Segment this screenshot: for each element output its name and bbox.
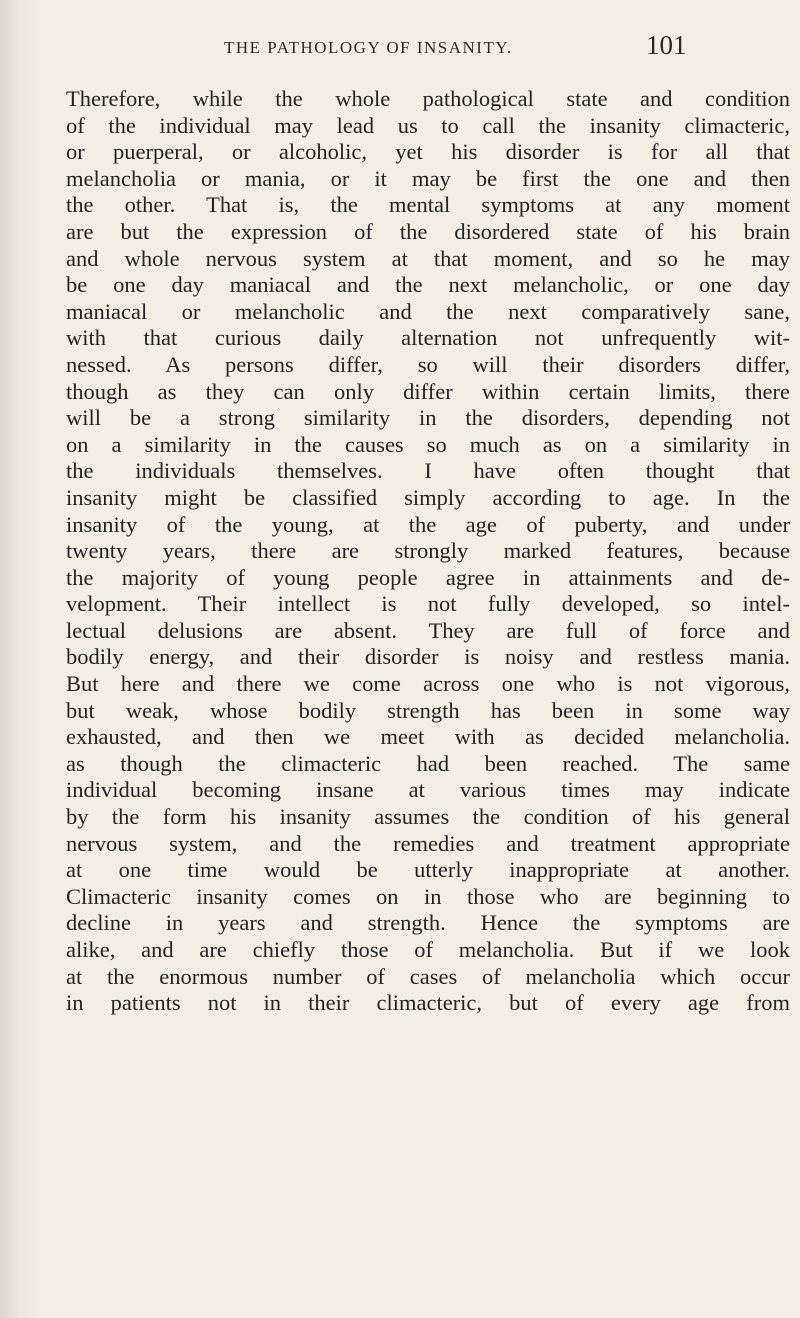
text-line: but weak, whose bodily strength has been in some way bbox=[66, 697, 790, 723]
text-line: bodily energy, and their disorder is noisy and restless mania. bbox=[66, 644, 790, 670]
page-header bbox=[0, 30, 800, 70]
text-line: with that curious daily alternation not unfrequently wit- bbox=[66, 325, 790, 351]
text-line: decline in years and strength. Hence the symptoms are bbox=[66, 910, 790, 936]
text-line: as though the climacteric had been reached. The same bbox=[66, 750, 790, 776]
text-line: nervous system, and the remedies and treatment appropriate bbox=[66, 830, 790, 856]
text-line: on a similarity in the causes so much as on a similarity in bbox=[66, 431, 790, 457]
text-line: be one day maniacal and the next melancholic, or one day bbox=[66, 272, 790, 298]
text-line: the majority of young people agree in attainments and de- bbox=[66, 564, 790, 590]
text-line: and whole nervous system at that moment, and so he may bbox=[66, 245, 790, 271]
text-line: Therefore, while the whole pathological state and condition bbox=[66, 86, 790, 111]
text-line: in patients not in their climacteric, but of every age from bbox=[66, 990, 790, 1016]
text-line: lectual delusions are absent. They are full of force and bbox=[66, 617, 790, 643]
text-line: Climacteric insanity comes on in those who are beginning to bbox=[66, 883, 790, 909]
text-line: individual becoming insane at various times may indicate bbox=[66, 777, 790, 803]
text-line: will be a strong similarity in the disorders, depending not bbox=[66, 405, 790, 431]
text-line: or puerperal, or alcoholic, yet his disorder is for all that bbox=[66, 139, 790, 165]
text-line: exhausted, and then we meet with as decided melancholia. bbox=[66, 724, 790, 750]
text-line: the other. That is, the mental symptoms at any moment bbox=[66, 192, 790, 218]
text-line: insanity might be classified simply according to age. In the bbox=[66, 484, 790, 510]
running-head: THE PATHOLOGY OF INSANITY. bbox=[224, 38, 513, 57]
text-line: by the form his insanity assumes the condition of his general bbox=[66, 804, 790, 830]
text-line: of the individual may lead us to call the insanity climacteric, bbox=[66, 112, 790, 138]
text-line: twenty years, there are strongly marked features, because bbox=[66, 538, 790, 564]
text-line: alike, and are chiefly those of melancholia. But if we look bbox=[66, 937, 790, 962]
text-line: nessed. As persons differ, so will their disorders differ, bbox=[66, 351, 790, 377]
text-line: maniacal or melancholic and the next comparatively sane, bbox=[66, 298, 790, 324]
body-text bbox=[66, 86, 790, 1017]
text-line: though as they can only differ within certain limits, there bbox=[66, 378, 790, 404]
text-line: the individuals themselves. I have often thought that bbox=[66, 458, 790, 484]
text-line: are but the expression of the disordered state of his brain bbox=[66, 218, 790, 244]
text-line: at one time would be utterly inappropriate at another. bbox=[66, 857, 790, 883]
text-line: melancholia or mania, or it may be first the one and then bbox=[66, 165, 790, 191]
text-line: at the enormous number of cases of melancholia which occur bbox=[66, 963, 790, 989]
text-line: But here and there we come across one who is not vigorous, bbox=[66, 671, 790, 697]
page-number: 101 bbox=[646, 30, 687, 60]
text-line: insanity of the young, at the age of puberty, and under bbox=[66, 511, 790, 537]
text-line: velopment. Their intellect is not fully developed, so intel- bbox=[66, 591, 790, 617]
